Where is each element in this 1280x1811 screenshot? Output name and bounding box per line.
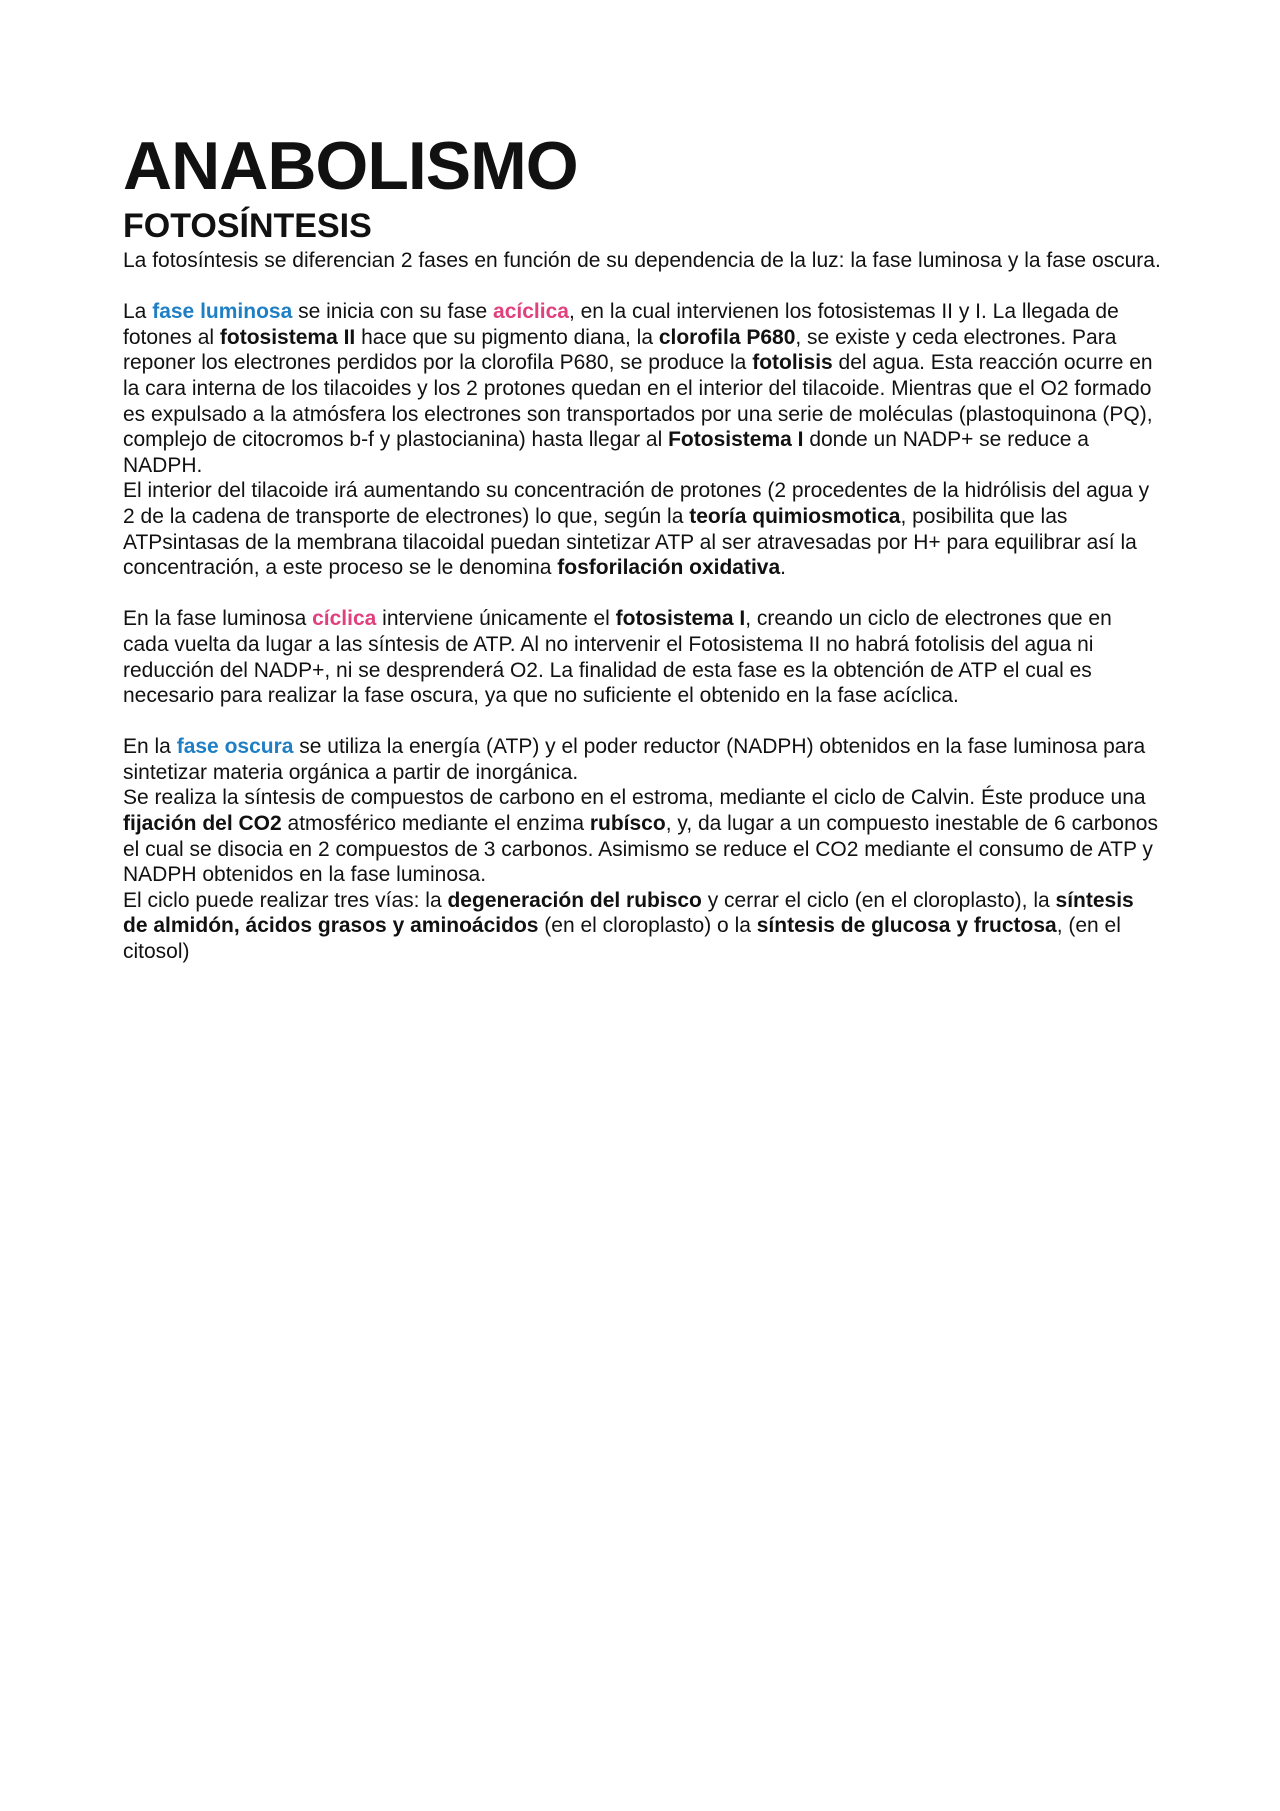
keyword-sintesis-glucosa: síntesis de glucosa y fructosa [756, 914, 1057, 938]
keyword-fosforilacion-oxidativa: fosforilación oxidativa [557, 556, 781, 580]
section-title: FOTOSÍNTESIS [123, 207, 372, 245]
text-run: En la fase luminosa [123, 607, 313, 631]
page-title: ANABOLISMO [123, 128, 578, 204]
document-page [123, 126, 1163, 965]
text-run: . [780, 556, 786, 580]
text-run: , posibilita que las ATPsintasas de la membrana tilacoidal puedan sintetizar ATP al ser atravesadas por H+ para equilibrar así la concentración, a este proceso se le denomina [123, 504, 1137, 580]
keyword-degeneracion-rubisco: degeneración del rubisco [447, 888, 702, 912]
keyword-aciclica: acíclica [493, 300, 569, 324]
keyword-clorofila: clorofila P680 [658, 325, 796, 349]
text-run: , (en el citosol) [123, 914, 1121, 964]
keyword-sintesis-almidon: síntesis de almidón, ácidos grasos y aminoácidos [123, 888, 1134, 938]
keyword-teoria-quimiosmotica: teoría quimiosmotica [689, 504, 901, 528]
text-run: , en la cual intervienen los fotosistemas II y I. La llegada de fotones al [123, 300, 1119, 349]
oscura-paragraph [123, 734, 1163, 785]
text-run: hace que su pigmento diana, la [355, 325, 659, 349]
text-run: El interior del tilacoide irá aumentando su concentración de protones (2 procedentes de la hidrólisis del agua y 2 de la cadena de transporte de electrones) lo que, según la [123, 479, 1150, 528]
keyword-fase-luminosa: fase luminosa [152, 300, 293, 324]
text-run: del agua. Esta reacción ocurre en la cara interna de los tilacoides y los 2 protones quedan en el interior del tilacoide. Mientras que el O2 formado es expulsado a la atmósfera los electrones son transportados por una serie de moléculas (plastoquinona (PQ), complejo de citocromos b-f y plastocianina) hasta llegar al [123, 351, 1153, 452]
calvin-paragraph [123, 785, 1163, 887]
paragraph-gap [123, 709, 1163, 735]
quimiosmotica-paragraph [123, 478, 1163, 580]
text-run: , creando un ciclo de electrones que en cada vuelta da lugar a las síntesis de ATP. Al no intervenir el Fotosistema II no habrá fotolisis del agua ni reducción del NADP+, ni se desprenderá O2. La finalidad de esta fase es la obtención de ATP el cual es necesario para realizar la fase oscura, ya que no suficiente el obtenido en la fase acíclica. [123, 607, 1112, 708]
aciclica-paragraph [123, 299, 1163, 478]
keyword-rubisco: rubísco [589, 812, 666, 836]
keyword-fijacion-co2: fijación del CO2 [123, 812, 282, 836]
text-run: y cerrar el ciclo (en el cloroplasto), la [701, 888, 1056, 912]
keyword-fotosistema-ii: fotosistema II [219, 325, 356, 349]
keyword-fotosistema-i: Fotosistema I [668, 428, 804, 452]
text-run: , se existe y ceda electrones. Para reponer los electrones perdidos por la clorofila P680, se produce la [123, 325, 1117, 375]
text-run: atmosférico mediante el enzima [281, 812, 590, 836]
paragraph-gap [123, 274, 1163, 300]
keyword-fase-oscura: fase oscura [176, 735, 294, 759]
vias-paragraph [123, 888, 1163, 965]
text-run: interviene únicamente el [376, 607, 616, 631]
intro-paragraph: La fotosíntesis se diferencian 2 fases en función de su dependencia de la luz: la fase luminosa y la fase oscura. [123, 249, 1161, 272]
keyword-fotosistema-i: fotosistema I [615, 607, 746, 631]
text-run: (en el cloroplasto) o la [538, 914, 757, 938]
keyword-ciclica: cíclica [312, 607, 377, 631]
text-run: En la [123, 735, 177, 759]
text-run: se inicia con su fase [292, 300, 494, 324]
paragraph-gap [123, 581, 1163, 607]
text-run: se utiliza la energía (ATP) y el poder reductor (NADPH) obtenidos en la fase luminosa para sintetizar materia orgánica a partir de inorgánica. [123, 735, 1146, 784]
text-run: La [123, 300, 153, 324]
text-run: , y, da lugar a un compuesto inestable de 6 carbonos el cual se disocia en 2 compuestos de 3 carbonos. Asimismo se reduce el CO2 mediante el consumo de ATP y NADPH obtenidos en la fase luminosa. [123, 812, 1158, 887]
text-run: Se realiza la síntesis de compuestos de carbono en el estroma, mediante el ciclo de Calvin. Éste produce una [123, 786, 1146, 810]
text-run: El ciclo puede realizar tres vías: la [123, 888, 448, 912]
keyword-fotolisis: fotolisis [752, 351, 833, 375]
text-run: donde un NADP+ se reduce a NADPH. [123, 428, 1089, 477]
ciclica-paragraph [123, 606, 1163, 708]
